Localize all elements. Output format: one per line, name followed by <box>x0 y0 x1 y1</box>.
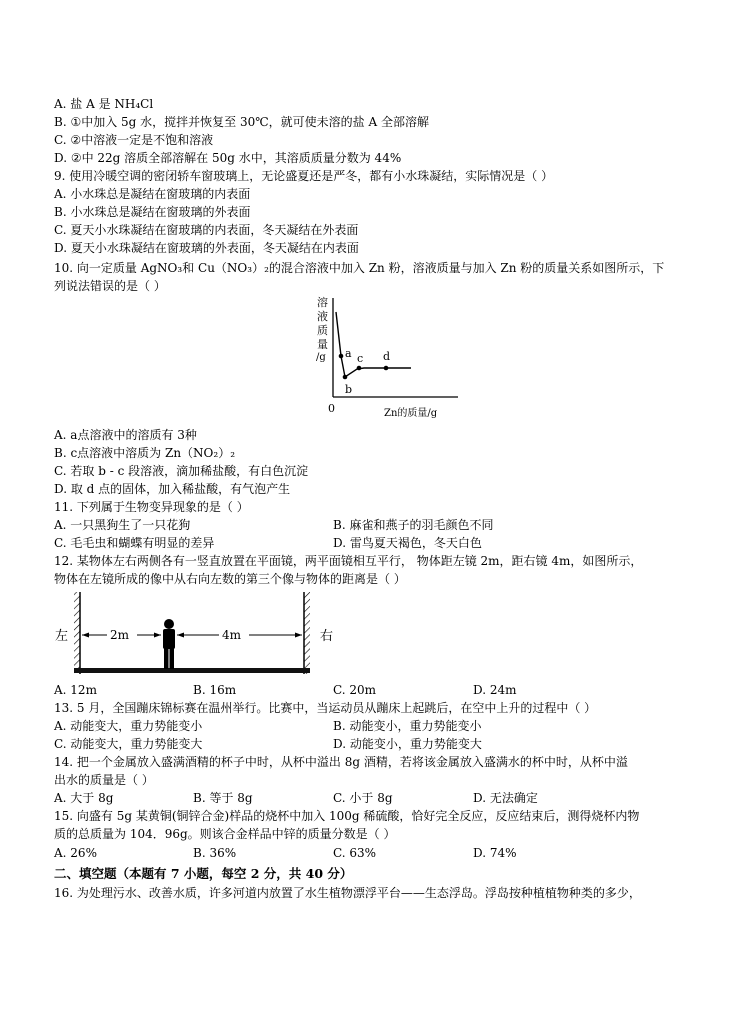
q12-stem-line1: 12. 某物体左右两侧各有一竖直放置在平面镜，两平面镜相互平行， 物体距左镜 2m，距右镜 4m，如图所示， <box>54 554 643 568</box>
q8-option-d: D. ②中 22g 溶质全部溶解在 50g 水中，其溶质质量分数为 44% <box>54 151 402 165</box>
label-right: 右 <box>320 629 334 644</box>
q15-option-a: A. 26% <box>54 846 97 860</box>
graph-point-b <box>343 375 348 380</box>
graph-point-a <box>339 354 344 359</box>
q14-option-d: D. 无法确定 <box>473 791 538 805</box>
graph-x-label: Zn的质量/g <box>384 408 438 419</box>
q14-stem-line1: 14. 把一个金属放入盛满酒精的杯子中时，从杯中溢出 8g 酒精，若将该金属放入盛满水的杯中时，从杯中溢 <box>54 755 628 769</box>
q14-option-a: A. 大于 8g <box>54 791 114 805</box>
graph-ylabel-2: 液 <box>317 310 328 323</box>
q15-stem-line1: 15. 向盛有 5g 某黄铜(铜锌合金)样品的烧杯中加入 100g 稀硫酸，恰好完全反应，反应结束后，测得烧杯内物 <box>54 809 640 823</box>
q9-option-a: A. 小水珠总是凝结在窗玻璃的内表面 <box>54 187 251 201</box>
graph-ylabel-4: 量 <box>317 338 328 351</box>
q15-option-d: D. 74% <box>473 846 517 860</box>
q14-stem-line2: 出水的质量是（ ） <box>54 773 154 787</box>
graph-label-d: d <box>383 350 391 363</box>
q13-option-b: B. 动能变小，重力势能变小 <box>333 719 482 733</box>
q9-option-d: D. 夏天小水珠凝结在窗玻璃的外表面，冬天凝结在内表面 <box>54 241 359 255</box>
q11-option-b: B. 麻雀和燕子的羽毛颜色不同 <box>333 518 494 532</box>
graph-label-c: c <box>357 352 364 365</box>
q9-stem: 9. 使用冷暖空调的密闭轿车窗玻璃上，无论盛夏还是严冬，都有小水珠凝结，实际情况是（ ） <box>54 169 554 183</box>
q12-option-b: B. 16m <box>193 683 237 697</box>
q13-option-d: D. 动能变小，重力势能变大 <box>333 737 482 751</box>
q8-option-b: B. ①中加入 5g 水，搅拌并恢复至 30℃，就可使未溶的盐 A 全部溶解 <box>54 115 429 129</box>
q9-option-c: C. 夏天小水珠凝结在窗玻璃的内表面，冬天凝结在外表面 <box>54 223 359 237</box>
ground <box>74 668 310 673</box>
q12-option-c: C. 20m <box>333 683 377 697</box>
person-icon <box>163 619 175 669</box>
q10-option-a: A. a点溶液中的溶质有 3种 <box>54 428 197 442</box>
q11-option-a: A. 一只黑狗生了一只花狗 <box>54 518 191 532</box>
q10-option-c: C. 若取 b - c 段溶液，滴加稀盐酸，有白色沉淀 <box>54 464 309 478</box>
label-2m: 2m <box>110 628 130 642</box>
q15-stem-line2: 质的总质量为 104．96g。则该合金样品中锌的质量分数是（ ） <box>54 827 396 841</box>
q11-stem: 11. 下列属于生物变异现象的是（ ） <box>54 500 249 514</box>
graph-point-c <box>357 366 362 371</box>
graph-ylabel-5: /g <box>316 352 326 363</box>
label-4m: 4m <box>222 628 242 642</box>
q15-option-b: B. 36% <box>193 846 237 860</box>
q10-option-b: B. c点溶液中溶质为 Zn（NO₂）₂ <box>54 446 236 460</box>
q12-mirror-figure <box>52 588 342 680</box>
graph-ylabel-3: 质 <box>317 324 328 337</box>
q9-option-b: B. 小水珠总是凝结在窗玻璃的外表面 <box>54 205 251 219</box>
q10-stem-line2: 列说法错误的是（ ） <box>54 279 166 293</box>
section-heading: 二、填空题（本题有 7 小题，每空 2 分，共 40 分） <box>54 866 353 881</box>
graph-label-b: b <box>345 383 353 396</box>
left-mirror-hatching <box>74 592 80 674</box>
q12-option-a: A. 12m <box>54 683 97 697</box>
graph-origin-label: 0 <box>328 402 335 415</box>
graph-ylabel-1: 溶 <box>317 296 328 309</box>
right-mirror-hatching <box>304 592 310 674</box>
q12-stem-line2: 物体在左镜所成的像中从右向左数的第三个像与物体的距离是（ ） <box>54 572 406 586</box>
q8-option-c: C. ②中溶液一定是不饱和溶液 <box>54 133 214 147</box>
graph-label-a: a <box>345 347 352 360</box>
q11-option-c: C. 毛毛虫和蝴蝶有明显的差异 <box>54 536 215 550</box>
q8-option-a: A. 盐 A 是 NH₄Cl <box>54 97 154 111</box>
q14-option-b: B. 等于 8g <box>193 791 253 805</box>
q14-option-c: C. 小于 8g <box>333 791 393 805</box>
q15-option-c: C. 63% <box>333 846 377 860</box>
q10-graph <box>306 294 466 424</box>
q12-option-d: D. 24m <box>473 683 517 697</box>
q13-stem: 13. 5 月，全国蹦床锦标赛在温州举行。比赛中，当运动员从蹦床上起跳后，在空中上升的过程中（ ） <box>54 701 597 715</box>
q16-stem-line1: 16. 为处理污水、改善水质，许多河道内放置了水生植物漂浮平台——生态浮岛。浮岛按种植植物种类的多少， <box>54 886 641 900</box>
q10-option-d: D. 取 d 点的固体，加入稀盐酸，有气泡产生 <box>54 482 291 496</box>
graph-curve <box>336 312 411 377</box>
q13-option-c: C. 动能变大，重力势能变大 <box>54 737 203 751</box>
graph-point-d <box>384 366 389 371</box>
q13-option-a: A. 动能变大，重力势能变小 <box>54 719 203 733</box>
q10-stem-line1: 10. 向一定质量 AgNO₃和 Cu（NO₃）₂的混合溶液中加入 Zn 粉，溶液质量与加入 Zn 粉的质量关系如图所示，下 <box>54 261 665 275</box>
q11-option-d: D. 雷鸟夏天褐色，冬天白色 <box>333 536 482 550</box>
label-left: 左 <box>55 629 69 644</box>
